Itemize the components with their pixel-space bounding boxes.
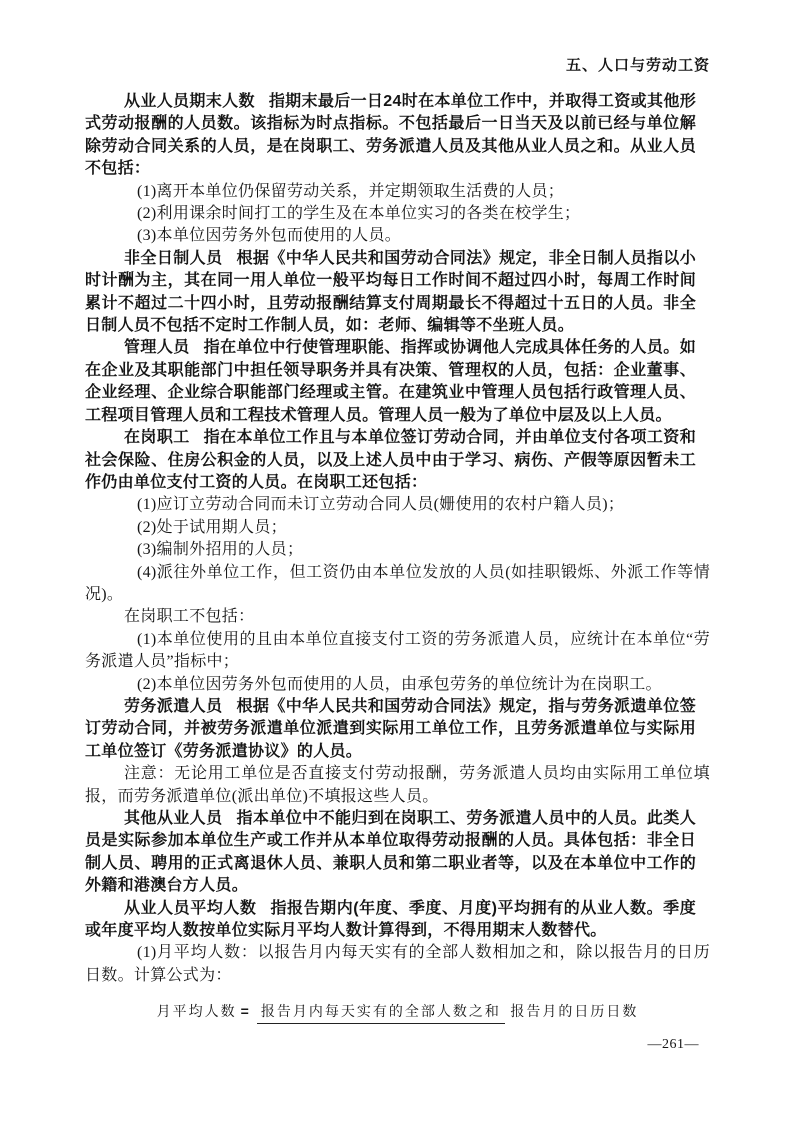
formula-denominator: 报告月的日历日数 [510,1005,639,1021]
paragraph-text: 根据《中华人民共和国劳动合同法》规定，指与劳务派遗单位签订劳动合同，并被劳务派遣单位派遣到实际用工单位工作，且劳务派遣单位与实际用工单位签订《劳务派遣协议》的人员。 [85,697,696,760]
paragraph-text: 注意：无论用工单位是否直接支付劳动报酬，劳务派遣人员均由实际用工单位填报，而劳务派遣单位(派出单位)不填报这些人员。 [85,765,710,805]
paragraph-text: 指在本单位工作且与本单位签订劳动合同，并由单位支付各项工资和社会保险、住房公积金的人员，以及上述人员中由于学习、病伤、产假等原因暂未工作仍由单位支付工资的人员。在岗职工还包括： [85,429,696,491]
paragraph-text: 在岗职工不包括： [124,608,255,626]
paragraph-text: (3)本单位因劳务外包而使用的人员。 [137,227,402,245]
definition-term: 从业人员期末人数 [124,93,255,110]
paragraph-text: (2)利用课余时间打工的学生及在本单位实习的各类在校学生； [137,205,581,223]
formula [85,1001,710,1021]
paragraph [85,898,696,943]
paragraph [85,539,710,561]
paragraph-text: (1)月平均人数：以报告月内每天实有的全部人数相加之和，除以报告月的日历日数。计算公式为： [85,944,710,984]
paragraph-text: 指报告期内(年度、季度、月度)平均拥有的从业人数。季度或年度平均人数按单位实际月平均人数计算得到，不得用期末人数替代。 [85,899,696,940]
page-header-title: 五、人口与劳动工资 [565,57,710,74]
paragraph [85,225,710,247]
definition-term: 管理人员 [124,339,190,357]
paragraph [85,808,696,898]
paragraph [85,942,710,987]
paragraph [85,494,710,516]
paragraph [85,696,696,763]
paragraph [85,91,696,181]
equals-sign: = [240,1003,251,1020]
paragraph-text: (4)派往外单位工作，但工资仍由本单位发放的人员(如挂职锻烁、外派工作等情况)。 [85,563,710,603]
definition-term: 非全日制人员 [124,249,223,267]
paragraph-text: 指在单位中行使管理职能、指挥或协调他人完成具体任务的人员。如在企业及其职能部门中担任领导职务并具有决策、管理权的人员，包括：企业董事、企业经理、企业综合职能部门经理或主管。在建筑业中管理人员包括行政管理人员、工程项目管理人员和工程技术管理人员。管理人员一般为了单位中层及以上人员。 [85,339,696,424]
paragraph-text: (1)应订立劳动合同而未订立劳动合同人员(姗使用的农村户籍人员)； [137,496,625,514]
paragraph [85,763,710,808]
document-body [85,91,710,1021]
paragraph [85,337,696,427]
paragraph-text: 根据《中华人民共和国劳动合同法》规定，非全日制人员指以小时计酬为主，其在同一用人单位一般平均每日工作时间不超过四小时，每周工作时间累计不超过二十四小时，且劳动报酬结算支付周期最长不得超过十五日的人员。非全日制人员不包括不定时工作制人员，如：老师、编辑等不坐班人员。 [85,249,696,335]
paragraph-text: 指期末最后一日24时在本单位工作中，并取得工资或其他形式劳动报酬的人员数。该指标为时点指标。不包括最后一日当天及以前已经与单位解除劳动合同关系的人员，是在岗职工、劳务派遣人员及其他从业人员之和。从业人员不包括： [85,93,696,178]
formula-fraction [257,1001,639,1021]
paragraph [85,629,710,674]
paragraph-text: (3)编制外招用的人员； [137,541,304,559]
paragraph-text: (2)本单位因劳务外包而使用的人员，由承包劳务的单位统计为在岗职工。 [137,675,662,693]
paragraph [85,181,710,203]
paragraph [85,606,710,628]
paragraph [85,674,710,696]
paragraph [85,427,696,494]
paragraph-list [85,91,710,987]
paragraph-text: (2)处于试用期人员； [137,518,287,536]
paragraph [85,562,710,607]
page-number: —261— [647,1037,699,1052]
formula-numerator: 报告月内每天实有的全部人数之和 [257,1005,505,1024]
definition-term: 劳务派遣人员 [124,697,223,715]
paragraph [85,517,710,539]
definition-term: 在岗职工 [124,429,190,447]
paragraph-text: (1)本单位使用的且由本单位直接支付工资的劳务派遣人员，应统计在本单位“劳务派遣人员”指标中； [85,630,710,671]
paragraph [85,203,710,225]
definition-term: 其他从业人员 [124,810,223,827]
definition-term: 从业人员平均人数 [124,899,257,917]
paragraph-text: (1)离开本单位仍保留劳动关系，并定期领取生活费的人员； [137,182,565,200]
paragraph-text: 指本单位中不能归到在岗职工、劳务派遣人员中的人员。此类人员是实际参加本单位生产或工作并从本单位取得劳动报酬的人员。具体包括：非全日制人员、聘用的正式离退休人员、兼职人员和第二职业者等，以及在本单位中工作的外籍和港澳台方人员。 [85,810,696,895]
formula-lhs: 月平均人数 [156,1005,237,1021]
paragraph [85,248,696,338]
